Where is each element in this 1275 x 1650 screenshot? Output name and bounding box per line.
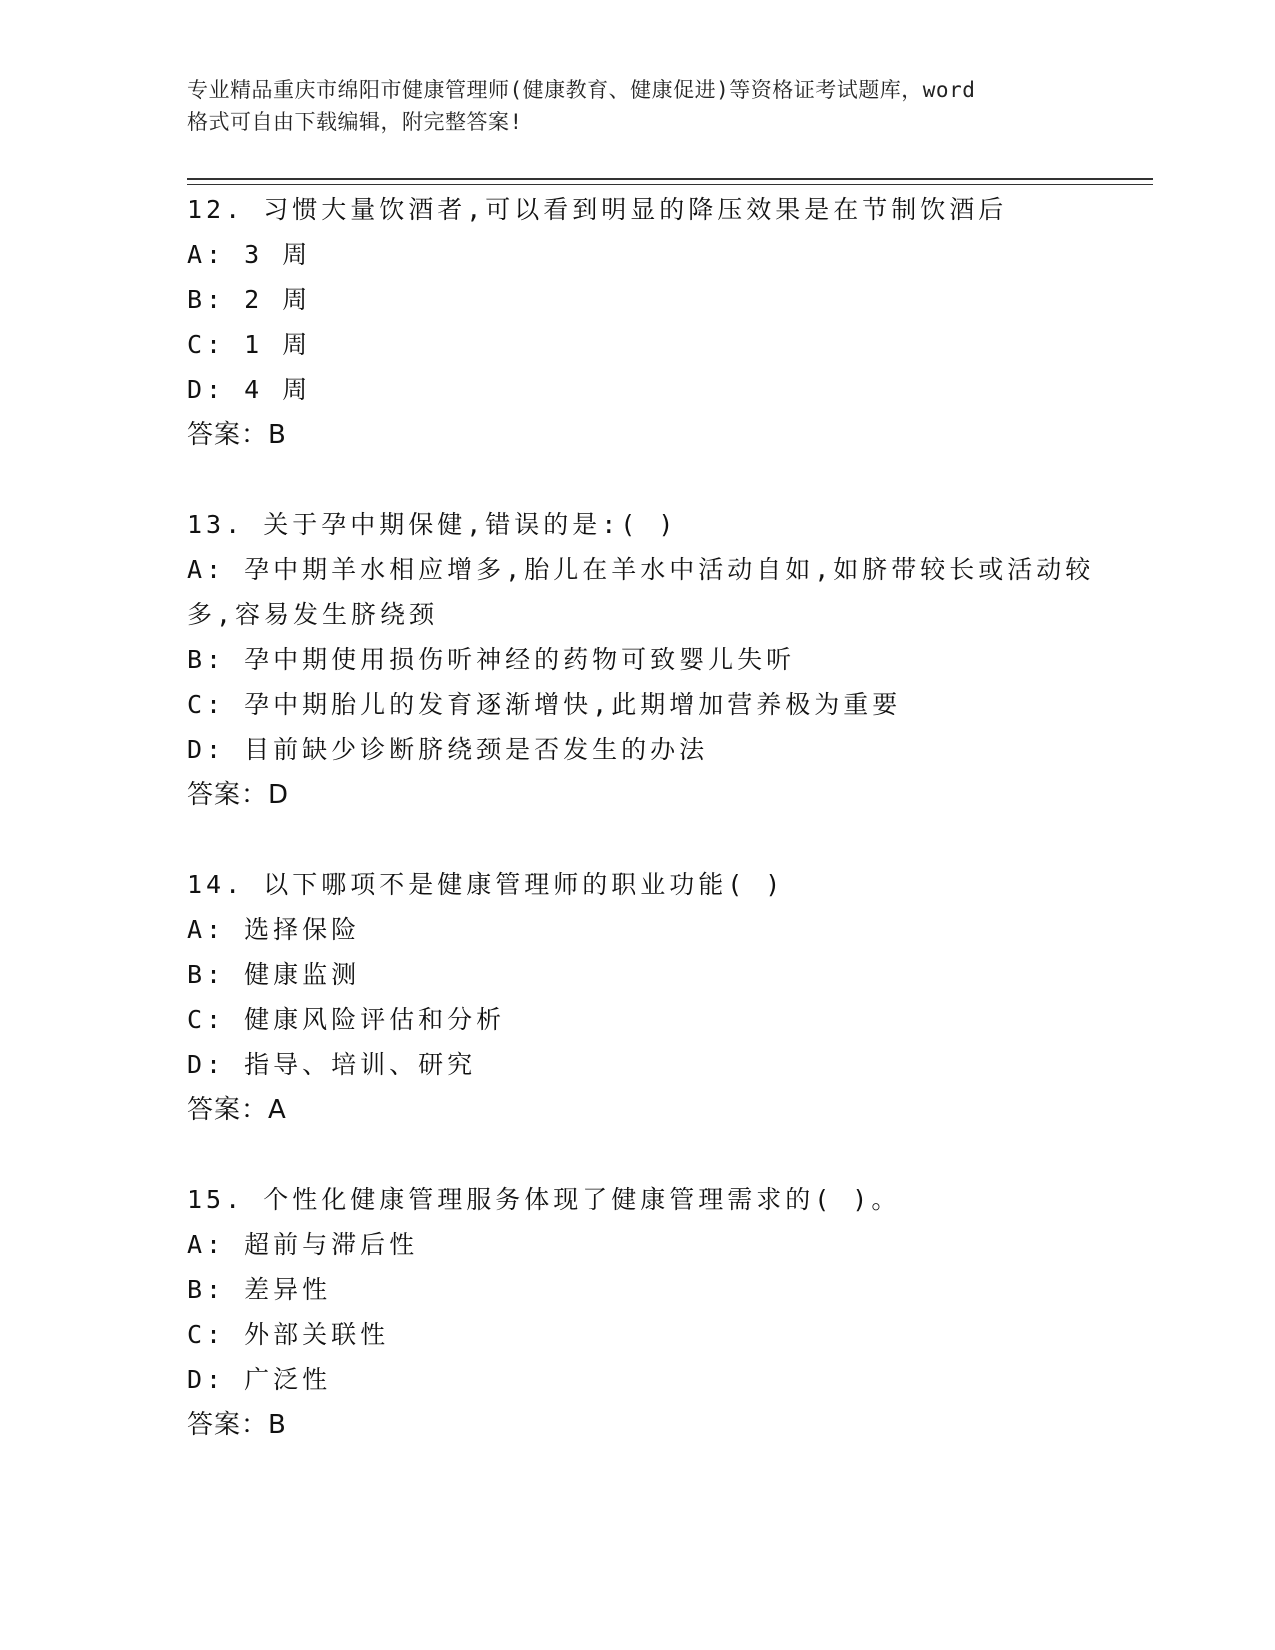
question-13-answer: 答案：D <box>187 780 290 810</box>
question-14-option-b: B: 健康监测 <box>187 960 361 989</box>
question-12-option-b: B: 2 周 <box>187 285 312 314</box>
question-14-answer: 答案：A <box>187 1095 287 1125</box>
question-12-answer: 答案：B <box>187 420 287 450</box>
header-divider <box>187 178 1153 180</box>
question-15-option-c: C: 外部关联性 <box>187 1320 390 1349</box>
question-14-option-d: D: 指导、培训、研究 <box>187 1050 477 1079</box>
question-12-option-a: A: 3 周 <box>187 240 312 269</box>
question-13-option-d: D: 目前缺少诊断脐绕颈是否发生的办法 <box>187 735 709 764</box>
question-13-stem: 13. 关于孕中期保健,错误的是:( ) <box>187 510 678 539</box>
question-13-option-b: B: 孕中期使用损伤听神经的药物可致婴儿失听 <box>187 645 796 674</box>
question-13-option-a-cont: 多,容易发生脐绕颈 <box>187 600 439 629</box>
question-15-option-a: A: 超前与滞后性 <box>187 1230 419 1259</box>
question-14-option-a: A: 选择保险 <box>187 915 361 944</box>
question-15-option-b: B: 差异性 <box>187 1275 332 1304</box>
document-header <box>187 74 1087 138</box>
question-13-option-c: C: 孕中期胎儿的发育逐渐增快,此期增加营养极为重要 <box>187 690 902 719</box>
question-15-stem: 15. 个性化健康管理服务体现了健康管理需求的( )。 <box>187 1185 901 1214</box>
question-12-stem: 12. 习惯大量饮酒者,可以看到明显的降压效果是在节制饮酒后 <box>187 195 1008 224</box>
header-line-1: 专业精品重庆市绵阳市健康管理师(健康教育、健康促进)等资格证考试题库，word <box>187 78 976 102</box>
question-14-stem: 14. 以下哪项不是健康管理师的职业功能( ) <box>187 870 785 899</box>
header-divider-thin <box>187 184 1153 185</box>
question-15-answer: 答案：B <box>187 1410 287 1440</box>
question-12-option-d: D: 4 周 <box>187 375 312 404</box>
question-12-option-c: C: 1 周 <box>187 330 312 359</box>
header-line-2: 格式可自由下载编辑，附完整答案! <box>187 110 523 134</box>
question-15-option-d: D: 广泛性 <box>187 1365 332 1394</box>
question-13-option-a: A: 孕中期羊水相应增多,胎儿在羊水中活动自如,如脐带较长或活动较 <box>187 555 1095 584</box>
question-14-option-c: C: 健康风险评估和分析 <box>187 1005 506 1034</box>
